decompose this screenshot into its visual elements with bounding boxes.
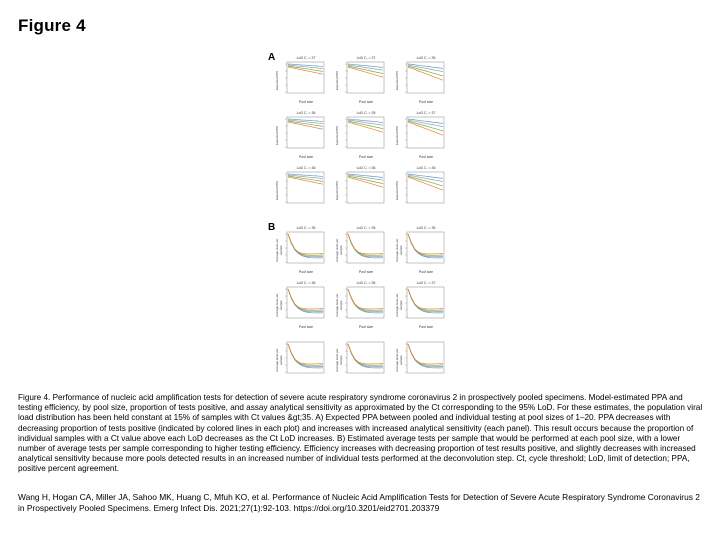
subplot-plot: [396, 166, 446, 214]
series-line: [408, 122, 443, 135]
subplot-xlabel: Pool size: [358, 270, 374, 274]
subplot-ylabel: Expected PPA: [275, 70, 279, 90]
series-line: [348, 344, 383, 364]
panel-a-label: A: [268, 52, 276, 63]
figure-caption: Figure 4. Performance of nucleic acid amplification tests for detection of severe acute respiratory syndrome coronavirus 2 in prospectively pooled specimens. Model-estimated PPA and testing efficiency, by pool size, proportion of tests positive, and assay analytical sensitivity as approximated by the Ct corresponding to the 95% LoD. For these estimates, the population viral load distribution has been held constant at 15% of samples with Ct values &gt;35. A) Expected PPA between pooled and individual testing at pool sizes of 1–20. PPA decreases with decreasing proportion of tests positive (indicated by colored lines in each plot) and increases with increased analytical sensitivity (each panel). This result occurs because the proportion of individual samples with a Ct value above each LoD decreases as the Ct LoD increases. B) Estimated average tests per sample that would be performed at each pool size, with a lower number of average tests per sample corresponding to higher testing efficiency. Efficiency increases with decreasing proportion of test results positive, and slightly decreases with increased analytical sensitivity because more pools detected results in an increased number of individual tests performed at the deconvolution step. Ct, cycle threshold; LoD, limit of detection; PPA, positive percent agreement.: [18, 393, 703, 474]
subplot-ylabel: Expected PPA: [335, 180, 339, 200]
subplot-caption: LoD C, = 35: [416, 56, 436, 60]
subplot-plot: [396, 226, 446, 274]
series-line: [408, 177, 443, 190]
subplot-plot: [396, 111, 446, 159]
series-line: [408, 289, 443, 310]
subplot-caption: LoD C, = 35: [416, 226, 436, 230]
series-line: [348, 234, 383, 255]
panel_a-subplot: [396, 111, 446, 159]
subplot-caption: LoD C, = 37: [416, 281, 436, 285]
panel_b-subplot: [276, 226, 326, 274]
subplot-xlabel: Pool size: [418, 325, 434, 329]
panel_a-subplot: [276, 56, 326, 104]
subplot-frame: [347, 232, 384, 263]
panel_b-subplot: [276, 336, 326, 384]
panel_a-subplot: [336, 111, 386, 159]
subplot-plot: [276, 281, 326, 329]
subplot-xlabel: Pool size: [298, 325, 314, 329]
series-line: [408, 67, 443, 80]
panel_b-subplot: [336, 281, 386, 329]
subplot-plot: [276, 336, 326, 384]
subplot-frame: [407, 232, 444, 263]
subplot-caption: LoD C, = 36: [296, 281, 316, 285]
subplot-ylabel: Expected PPA: [395, 180, 399, 200]
subplot-xlabel: Pool size: [298, 100, 314, 104]
subplot-xlabel: Pool size: [358, 155, 374, 159]
series-line: [408, 234, 443, 254]
subplot-caption: LoD C, = 36: [296, 166, 316, 170]
subplot-caption: LoD C, = 36: [296, 111, 316, 115]
subplot-frame: [347, 342, 384, 373]
series-line: [348, 234, 383, 254]
series-line: [288, 234, 323, 254]
subplot-frame: [407, 342, 444, 373]
panel_b-subplot: [396, 281, 446, 329]
panel_b-subplot: [396, 336, 446, 384]
subplot-plot: [276, 226, 326, 274]
subplot-frame: [407, 62, 444, 93]
subplot-plot: [396, 336, 446, 384]
subplot-frame: [287, 287, 324, 318]
subplot-xlabel: Pool size: [418, 100, 434, 104]
series-line: [348, 122, 383, 132]
subplot-caption: LoD C, = 35: [296, 226, 316, 230]
subplot-ylabel: Average tests per sample: [395, 348, 403, 372]
subplot-caption: LoD C, = 37: [416, 111, 436, 115]
subplot-caption: LoD C, = 36: [356, 166, 376, 170]
subplot-ylabel: Average tests per sample: [275, 293, 283, 317]
series-line: [408, 289, 443, 309]
subplot-caption: LoD C, = 35: [356, 111, 376, 115]
subplot-frame: [407, 117, 444, 148]
subplot-caption: LoD C, = 36: [416, 166, 436, 170]
subplot-plot: [336, 166, 386, 214]
subplot-xlabel: Pool size: [298, 270, 314, 274]
series-line: [408, 344, 443, 364]
series-line: [288, 289, 323, 309]
subplot-plot: [396, 281, 446, 329]
figure-image: [262, 50, 458, 388]
panel-b-label: B: [268, 222, 276, 233]
panel_a-subplot: [276, 166, 326, 214]
series-line: [348, 289, 383, 310]
subplot-ylabel: Expected PPA: [275, 125, 279, 145]
series-line: [408, 234, 443, 255]
subplot-xlabel: Pool size: [358, 325, 374, 329]
subplot-plot: [276, 56, 326, 104]
subplot-plot: [336, 56, 386, 104]
panel_b-subplot: [276, 281, 326, 329]
page-title: Figure 4: [18, 16, 86, 35]
series-line: [288, 234, 323, 255]
subplot-ylabel: Expected PPA: [335, 125, 339, 145]
subplot-xlabel: Pool size: [418, 155, 434, 159]
subplot-plot: [336, 281, 386, 329]
subplot-ylabel: Average tests per sample: [395, 293, 403, 317]
panel_a-subplot: [336, 166, 386, 214]
subplot-ylabel: Expected PPA: [335, 70, 339, 90]
panel_b-subplot: [396, 226, 446, 274]
subplot-caption: LoD C, = 35: [356, 226, 376, 230]
subplot-ylabel: Expected PPA: [275, 180, 279, 200]
subplot-plot: [336, 111, 386, 159]
subplot-xlabel: Pool size: [358, 100, 374, 104]
citation: Wang H, Hogan CA, Miller JA, Sahoo MK, Huang C, Mfuh KO, et al. Performance of Nucleic Acid Amplification Tests for Detection of Severe Acute Respiratory Syndrome Coronavirus 2 in Prospectively Pooled Specimens. Emerg Infect Dis. 2021;27(1):92-103. https://doi.org/10.3201/eid2701.203379: [18, 492, 700, 513]
subplot-ylabel: Average tests per sample: [395, 238, 403, 262]
series-line: [348, 67, 383, 77]
subplot-plot: [276, 111, 326, 159]
subplot-ylabel: Average tests per sample: [275, 348, 283, 372]
series-line: [348, 289, 383, 309]
panel_b-subplot: [336, 226, 386, 274]
subplot-caption: LoD C, = 37: [356, 56, 376, 60]
subplot-frame: [287, 232, 324, 263]
subplot-ylabel: Expected PPA: [395, 125, 399, 145]
panel_a-subplot: [276, 111, 326, 159]
subplot-ylabel: Average tests per sample: [275, 238, 283, 262]
series-line: [288, 289, 323, 310]
subplot-plot: [336, 336, 386, 384]
subplot-plot: [336, 226, 386, 274]
subplot-plot: [276, 166, 326, 214]
subplot-plot: [396, 56, 446, 104]
subplot-caption: LoD C, = 37: [296, 56, 316, 60]
subplot-xlabel: Pool size: [418, 270, 434, 274]
subplot-frame: [347, 287, 384, 318]
subplot-frame: [407, 287, 444, 318]
subplot-frame: [407, 172, 444, 203]
subplot-ylabel: Average tests per sample: [335, 238, 343, 262]
series-line: [408, 344, 443, 365]
series-line: [348, 344, 383, 365]
panel_a-subplot: [396, 56, 446, 104]
series-line: [288, 344, 323, 365]
panel_b-subplot: [336, 336, 386, 384]
subplot-frame: [287, 342, 324, 373]
subplot-xlabel: Pool size: [298, 155, 314, 159]
panel_a-subplot: [336, 56, 386, 104]
series-line: [288, 344, 323, 364]
panel_a-subplot: [396, 166, 446, 214]
subplot-ylabel: Average tests per sample: [335, 293, 343, 317]
subplot-caption: LoD C, = 36: [356, 281, 376, 285]
subplot-ylabel: Average tests per sample: [335, 348, 343, 372]
subplot-ylabel: Expected PPA: [395, 70, 399, 90]
series-line: [348, 177, 383, 187]
